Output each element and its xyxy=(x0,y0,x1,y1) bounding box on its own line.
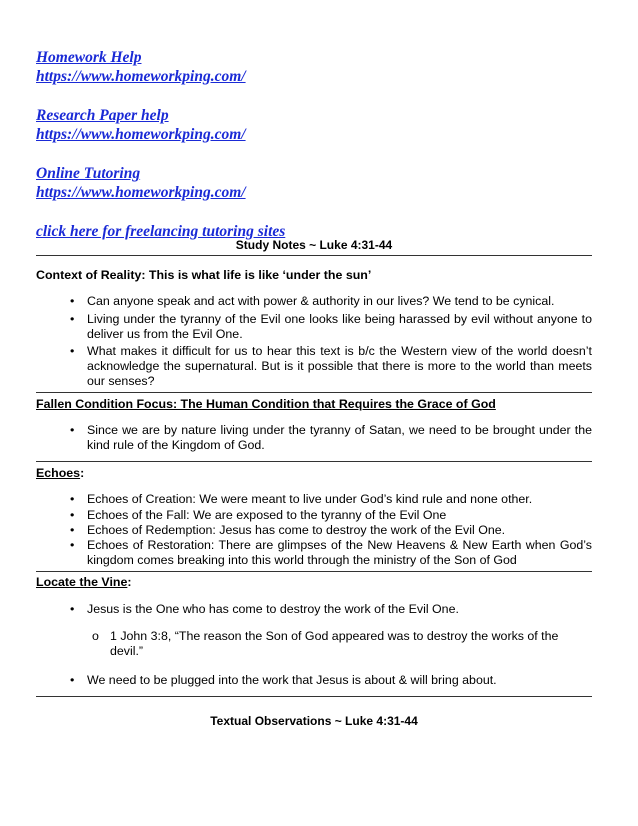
list-item: • Jesus is the One who has come to destroy the work of the Evil One. xyxy=(70,601,459,616)
list-item: • Echoes of the Fall: We are exposed to the tyranny of the Evil One xyxy=(70,507,447,522)
list-item: • Echoes of Creation: We were meant to live under God’s kind rule and none other. xyxy=(70,492,533,507)
context-heading: Context of Reality: This is what life is like ‘under the sun’ xyxy=(36,268,372,283)
bullet-icon: • xyxy=(70,673,75,688)
list-item: • Can anyone speak and act with power & authority in our lives? We tend to be cynical. xyxy=(70,294,555,309)
bullet-icon: • xyxy=(70,507,75,522)
textual-observations-title: Textual Observations ~ Luke 4:31-44 xyxy=(210,714,418,729)
list-item: • Living under the tyranny of the Evil one looks like being harassed by evil without anyone to deliver us from the Evil One. xyxy=(70,311,592,341)
circle-bullet-icon: o xyxy=(92,628,99,643)
research-paper-url[interactable]: https://www.homeworkping.com/ xyxy=(36,126,246,143)
fallen-heading: Fallen Condition Focus: The Human Condition that Requires the Grace of God xyxy=(36,396,496,411)
divider xyxy=(36,461,592,462)
vine-list xyxy=(36,602,592,617)
bullet-icon: • xyxy=(70,538,75,553)
promo-links xyxy=(36,48,596,241)
echoes-heading: Echoes: xyxy=(36,466,85,481)
divider xyxy=(36,255,592,256)
bullet-icon: • xyxy=(70,294,75,309)
fallen-list xyxy=(36,423,592,453)
online-tutoring-url[interactable]: https://www.homeworkping.com/ xyxy=(36,184,246,201)
list-item: • What makes it difficult for us to hear this text is b/c the Western view of the world doesn’t acknowledge the supernatural. But is it possible that there is more to the world than meets our senses? xyxy=(70,344,592,389)
bullet-icon: • xyxy=(70,344,75,359)
echoes-list xyxy=(36,492,592,568)
list-item: o 1 John 3:8, “The reason the Son of God appeared was to destroy the works of the devil.” xyxy=(92,628,559,659)
divider xyxy=(36,696,592,697)
divider xyxy=(36,571,592,572)
bullet-icon: • xyxy=(70,601,75,616)
research-paper-link[interactable]: Research Paper help xyxy=(36,107,169,124)
bullet-icon: • xyxy=(70,492,75,507)
homework-help-url[interactable]: https://www.homeworkping.com/ xyxy=(36,68,246,85)
list-item: • Since we are by nature living under the tyranny of Satan, we need to be brought under the kind rule of the Kingdom of God. xyxy=(70,422,592,453)
bullet-icon: • xyxy=(70,522,75,537)
divider xyxy=(36,392,592,393)
study-notes xyxy=(36,238,592,730)
list-item: • Echoes of Redemption: Jesus has come to destroy the work of the Evil One. xyxy=(70,522,506,537)
freelancing-link[interactable]: click here for freelancing tutoring sites xyxy=(36,223,286,240)
bullet-icon: • xyxy=(70,311,75,326)
context-list xyxy=(36,294,592,389)
vine-sublist xyxy=(36,629,592,659)
list-item: • Echoes of Restoration: There are glimpses of the New Heavens & New Earth when God’s kingdom comes breaking into this world through the ministry of the Son of God xyxy=(70,538,592,568)
bullet-icon: • xyxy=(70,422,75,437)
vine-heading: Locate the Vine: xyxy=(36,575,132,590)
study-notes-title: Study Notes ~ Luke 4:31-44 xyxy=(235,238,393,252)
list-item: • We need to be plugged into the work that Jesus is about & will bring about. xyxy=(70,673,497,688)
vine-list-2 xyxy=(36,673,592,688)
online-tutoring-link[interactable]: Online Tutoring xyxy=(36,165,141,182)
homework-help-link[interactable]: Homework Help xyxy=(36,49,142,66)
